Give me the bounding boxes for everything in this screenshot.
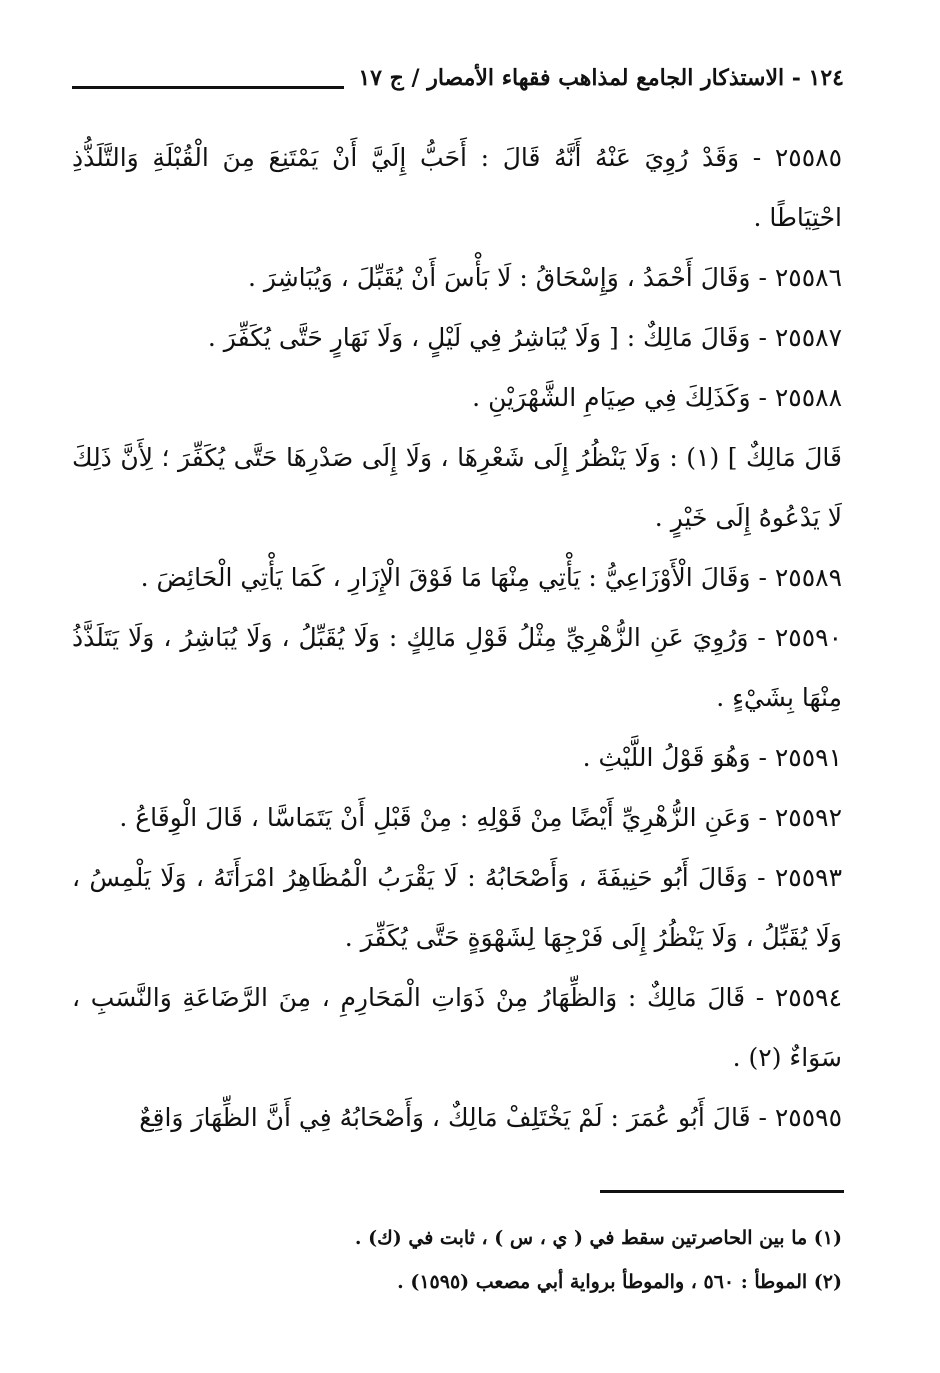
paragraph-malik-note: قَالَ مَالِكٌ ] (١) : وَلَا يَنْظُرُ إِلَى شَعْرِهَا ، وَلَا إِلَى صَدْرِهَا حَتَّى يُكَفِّرَ ؛ لِأَنَّ ذَلِكَ لَا يَدْعُوهُ إِلَى خَيْرٍ . bbox=[72, 443, 842, 532]
paragraph-25594: ٢٥٥٩٤ - قَالَ مَالِكٌ : وَالظِّهَارُ مِنْ ذَوَاتِ الْمَحَارِمِ ، مِنَ الرَّضَاعَةِ وَالنَّسَبِ ، سَوَاءٌ (٢) . bbox=[72, 983, 842, 1072]
running-title: ١٢٤ - الاستذكار الجامع لمذاهب فقهاء الأمصار / ج ١٧ bbox=[358, 65, 844, 91]
paragraph-25589: ٢٥٥٨٩ - وَقَالَ الْأَوْزَاعِيُّ : يَأْتِي مِنْهَا مَا فَوْقَ الْإِزَارِ ، كَمَا يَأْتِي الْحَائِضَ . bbox=[140, 563, 842, 592]
paragraph-25591: ٢٥٥٩١ - وَهُوَ قَوْلُ اللَّيْثِ . bbox=[582, 743, 842, 772]
paragraph-25586: ٢٥٥٨٦ - وَقَالَ أَحْمَدُ ، وَإِسْحَاقُ : لَا بَأْسَ أَنْ يُقَبِّلَ ، وَيُبَاشِرَ . bbox=[248, 263, 842, 292]
paragraph-25585: ٢٥٥٨٥ - وَقَدْ رُوِيَ عَنْهُ أَنَّهُ قَالَ : أَحَبُّ إِلَيَّ أَنْ يَمْتَنِعَ مِنَ الْقُبْلَةِ وَالتَّلَذُّذِ احْتِيَاطًا . bbox=[72, 143, 842, 232]
footnote-2: (٢) الموطأ : ٥٦٠ ، والموطأ برواية أبي مصعب (١٥٩٥) . bbox=[397, 1271, 842, 1293]
paragraph-25590: ٢٥٥٩٠ - وَرُوِيَ عَنِ الزُّهْرِيِّ مِثْلُ قَوْلِ مَالِكٍ : وَلَا يُقَبِّلُ ، وَلَا يُبَاشِرُ ، وَلَا يَتَلَذَّذُ مِنْهَا بِشَيْءٍ . bbox=[72, 623, 842, 712]
footnote-rule bbox=[600, 1190, 844, 1193]
main-text bbox=[72, 128, 842, 1148]
header-rule bbox=[72, 86, 344, 89]
paragraph-25595: ٢٥٥٩٥ - قَالَ أَبُو عُمَرَ : لَمْ يَخْتَلِفْ مَالِكٌ ، وَأَصْحَابُهُ فِي أَنَّ الظِّهَارَ وَاقِعٌ bbox=[139, 1103, 842, 1132]
paragraph-25587: ٢٥٥٨٧ - وَقَالَ مَالِكٌ : [ وَلَا يُبَاشِرُ فِي لَيْلٍ ، وَلَا نَهَارٍ حَتَّى يُكَفِّرَ . bbox=[207, 323, 842, 352]
paragraph-25593: ٢٥٥٩٣ - وَقَالَ أَبُو حَنِيفَةَ ، وَأَصْحَابُهُ : لَا يَقْرَبُ الْمُظَاهِرُ امْرَأَتَهُ ، وَلَا يَلْمِسُ ، وَلَا يُقَبِّلُ ، وَلَا يَنْظُرُ إِلَى فَرْجِهَا لِشَهْوَةٍ حَتَّى يُكَفِّرَ . bbox=[72, 863, 842, 952]
footnote-1: (١) ما بين الحاصرتين سقط في ( ي ، س ) ، ثابت في (ك) . bbox=[354, 1227, 842, 1249]
page-header bbox=[72, 58, 844, 98]
paragraph-25592: ٢٥٥٩٢ - وَعَنِ الزُّهْرِيِّ أَيْضًا مِنْ قَوْلِهِ : مِنْ قَبْلِ أَنْ يَتَمَاسَّا ، قَالَ الْوِقَاعُ . bbox=[119, 803, 842, 832]
footnotes bbox=[72, 1216, 842, 1304]
paragraph-25588: ٢٥٥٨٨ - وَكَذَلِكَ فِي صِيَامِ الشَّهْرَيْنِ . bbox=[472, 383, 842, 412]
